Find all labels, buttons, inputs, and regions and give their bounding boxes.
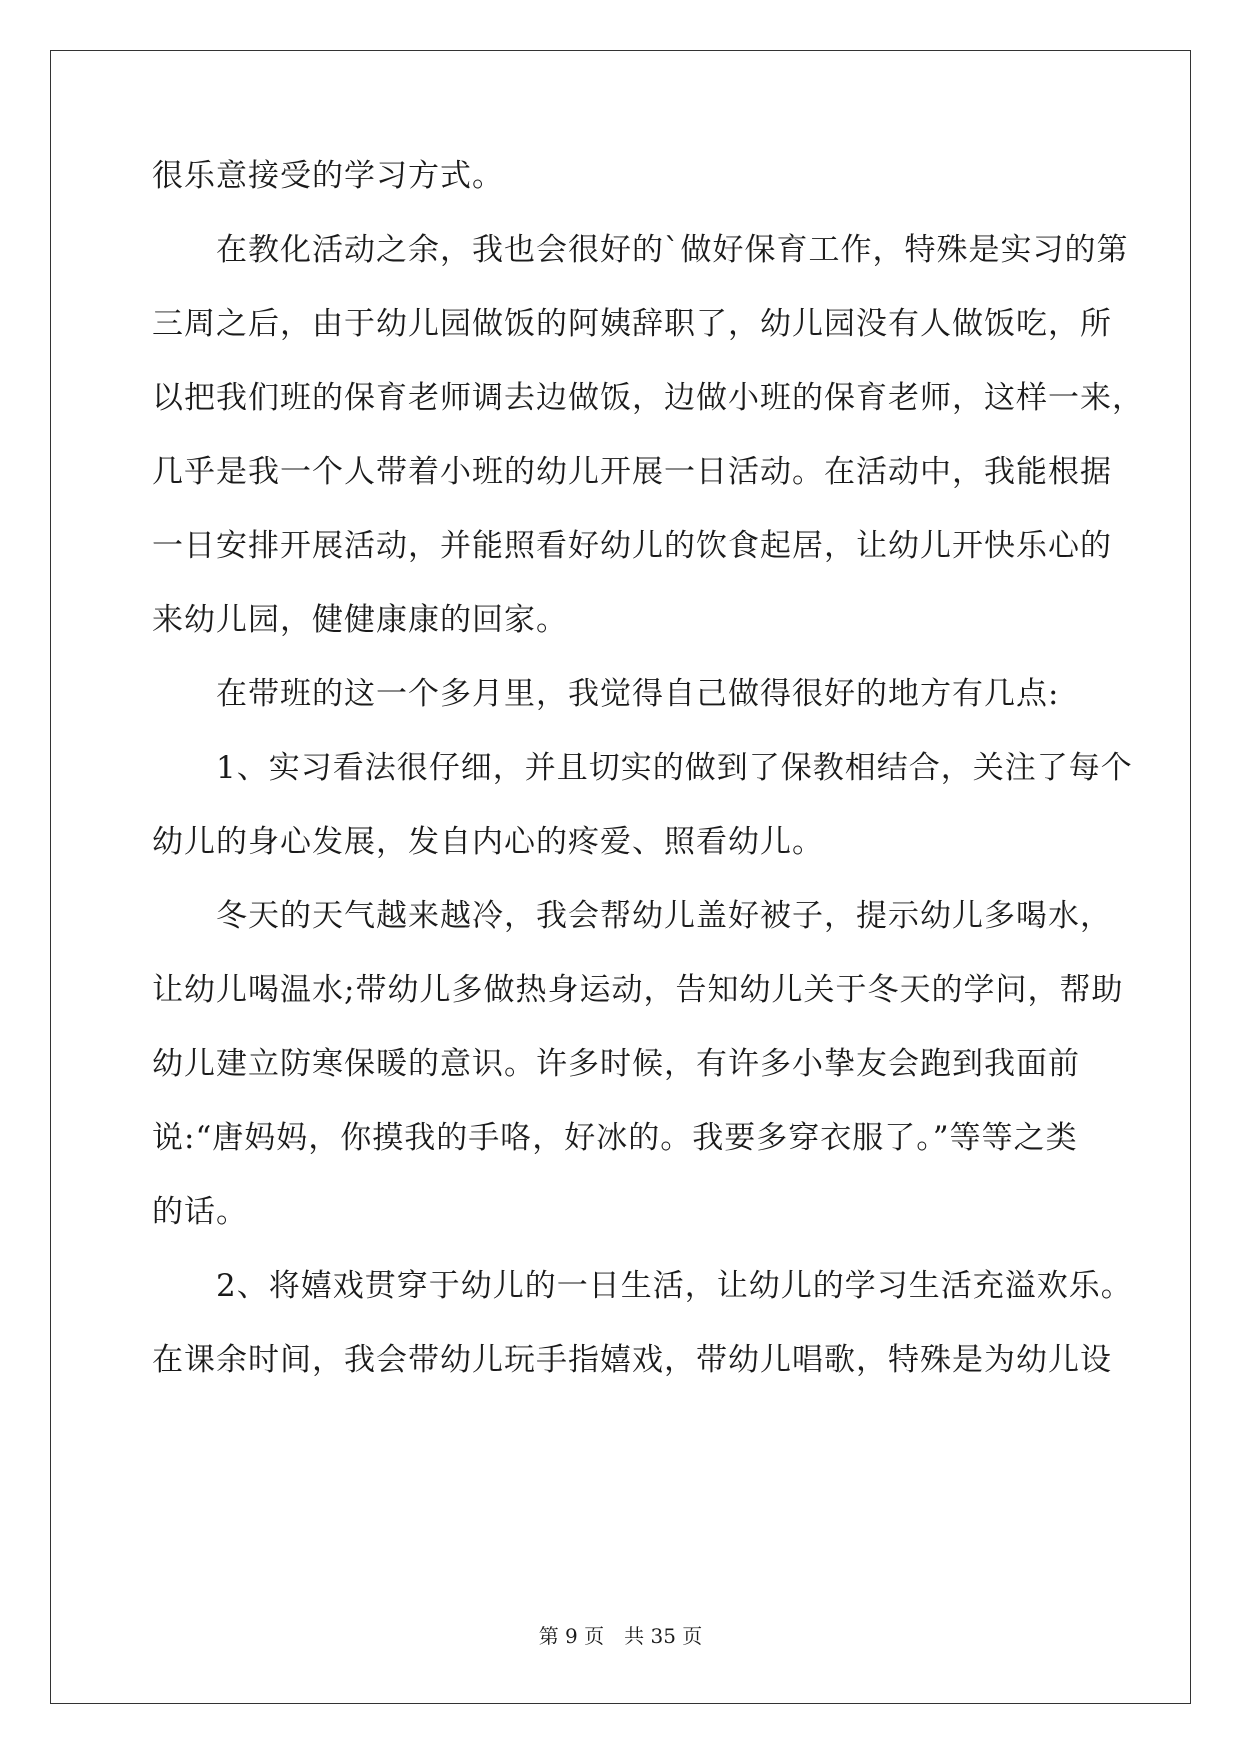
text-line: 幼儿建立防寒保暖的意识。许多时候，有许多小挚友会跑到我面前 (152, 1046, 1080, 1082)
paragraph-start-line: 在带班的这一个多月里，我觉得自己做得很好的地方有几点: (216, 676, 1060, 712)
text-line: 三周之后，由于幼儿园做饭的阿姨辞职了，幼儿园没有人做饭吃，所 (152, 306, 1112, 342)
paragraph-start-line: 在教化活动之余，我也会很好的`做好保育工作，特殊是实习的第 (216, 232, 1129, 268)
text-line: 幼儿的身心发展，发自内心的疼爱、照看幼儿。 (152, 824, 824, 860)
text-line: 的话。 (152, 1194, 248, 1230)
text-line: 几乎是我一个人带着小班的幼儿开展一日活动。在活动中，我能根据 (152, 454, 1112, 490)
text-line: 以把我们班的保育老师调去边做饭，边做小班的保育老师，这样一来， (152, 380, 1144, 416)
text-line: 让幼儿喝温水;带幼儿多做热身运动，告知幼儿关于冬天的学问，帮助 (152, 972, 1124, 1008)
paragraph-start-line: 2、将嬉戏贯穿于幼儿的一日生活，让幼儿的学习生活充溢欢乐。 (216, 1268, 1133, 1304)
page-border (50, 50, 1191, 1704)
paragraph-start-line: 冬天的天气越来越冷，我会帮幼儿盖好被子，提示幼儿多喝水， (216, 898, 1112, 934)
text-line: 说:“唐妈妈，你摸我的手咯，好冰的。我要多穿衣服了。”等等之类 (152, 1120, 1078, 1156)
page-number-footer: 第 9 页 共 35 页 (538, 1624, 703, 1648)
paragraph-start-line: 1、实习看法很仔细，并且切实的做到了保教相结合，关注了每个 (216, 750, 1133, 786)
text-line: 很乐意接受的学习方式。 (152, 158, 504, 194)
text-line: 在课余时间，我会带幼儿玩手指嬉戏，带幼儿唱歌，特殊是为幼儿设 (152, 1342, 1112, 1378)
text-line: 来幼儿园，健健康康的回家。 (152, 602, 568, 638)
text-line: 一日安排开展活动，并能照看好幼儿的饮食起居，让幼儿开快乐心的 (152, 528, 1112, 564)
